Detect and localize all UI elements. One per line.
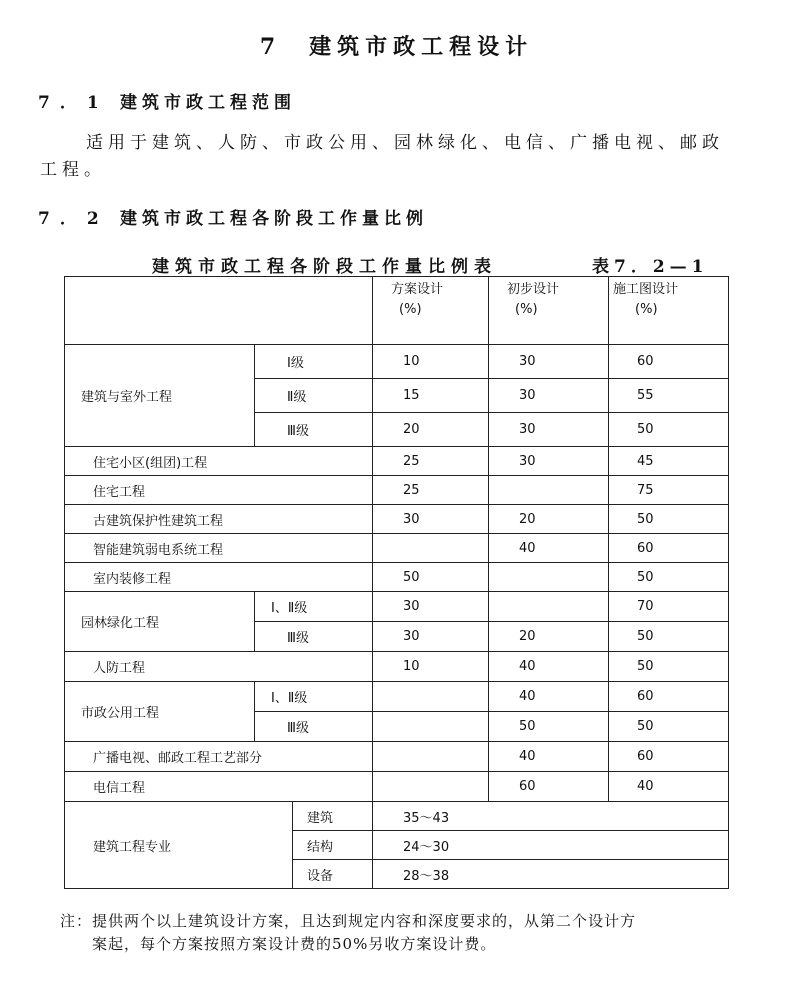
group-name: 园林绿化工程: [65, 592, 255, 652]
section-title: 建筑市政工程范围: [120, 93, 296, 113]
project-name: 人防工程: [65, 652, 373, 682]
scope-paragraph: 适用于建筑、人防、市政公用、园林绿化、电信、广播电视、邮政工程。: [40, 133, 724, 180]
table-number: 表7．2—1: [592, 257, 709, 277]
project-name: 室内装修工程: [65, 563, 373, 592]
workload-ratio-table: [64, 276, 729, 889]
discipline-range: 24～30: [373, 831, 729, 860]
scheme-value: 30: [373, 505, 489, 534]
footnote-line-1: 注：提供两个以上建筑设计方案，且达到规定内容和深度要求的，从第二个设计方: [60, 912, 637, 930]
chapter-title-text: 建筑市政工程设计: [309, 34, 534, 60]
table-row: [65, 802, 729, 831]
sub-grade: Ⅰ级: [255, 345, 373, 379]
construction-value: 50: [609, 622, 729, 652]
discipline-name: 建筑: [293, 802, 373, 831]
construction-value: 50: [609, 712, 729, 742]
section-7-2-heading: [38, 204, 428, 229]
table-header-row: [65, 277, 729, 345]
section-title: 建筑市政工程各阶段工作量比例: [120, 209, 428, 229]
sub-grade: Ⅲ级: [255, 413, 373, 447]
construction-value: 50: [609, 505, 729, 534]
prelim-value: 30: [489, 447, 609, 476]
section-7-1-body: [40, 130, 740, 184]
table-row: [65, 772, 729, 802]
sub-grade: Ⅰ、Ⅱ级: [255, 682, 373, 712]
header-construction: 施工图设计 (%): [609, 277, 729, 345]
chapter-title: [0, 30, 793, 61]
prelim-value: 30: [489, 413, 609, 447]
construction-value: 60: [609, 682, 729, 712]
group-name: 建筑与室外工程: [65, 345, 255, 447]
section-number: 7．2: [38, 209, 109, 229]
table-row: [65, 447, 729, 476]
prelim-value: 30: [489, 379, 609, 413]
scheme-value: [373, 682, 489, 712]
table-row: [65, 592, 729, 622]
table-row: [65, 505, 729, 534]
prelim-value: [489, 563, 609, 592]
table-row: [65, 476, 729, 505]
footnote: [60, 910, 740, 956]
scheme-value: 20: [373, 413, 489, 447]
project-name: 智能建筑弱电系统工程: [65, 534, 373, 563]
table-caption: 建筑市政工程各阶段工作量比例表: [152, 257, 497, 277]
specialty-name: 建筑工程专业: [65, 802, 293, 889]
scheme-value: 25: [373, 476, 489, 505]
header-prelim: 初步设计 (%): [489, 277, 609, 345]
prelim-value: 40: [489, 742, 609, 772]
scheme-value: 30: [373, 592, 489, 622]
sub-grade: Ⅰ、Ⅱ级: [255, 592, 373, 622]
scheme-value: 25: [373, 447, 489, 476]
table-row: [65, 652, 729, 682]
discipline-name: 设备: [293, 860, 373, 889]
chapter-number: 7: [259, 34, 282, 60]
sub-grade: Ⅱ级: [255, 379, 373, 413]
project-name: 古建筑保护性建筑工程: [65, 505, 373, 534]
scheme-value: 10: [373, 652, 489, 682]
table-row: [65, 742, 729, 772]
construction-value: 40: [609, 772, 729, 802]
prelim-value: 50: [489, 712, 609, 742]
scheme-value: 50: [373, 563, 489, 592]
discipline-range: 35～43: [373, 802, 729, 831]
scheme-value: 30: [373, 622, 489, 652]
prelim-value: [489, 476, 609, 505]
construction-value: 60: [609, 742, 729, 772]
header-blank-cell: [65, 277, 373, 345]
prelim-value: [489, 592, 609, 622]
scheme-value: [373, 742, 489, 772]
prelim-value: 40: [489, 682, 609, 712]
scheme-value: [373, 534, 489, 563]
prelim-value: 60: [489, 772, 609, 802]
discipline-name: 结构: [293, 831, 373, 860]
prelim-value: 20: [489, 505, 609, 534]
table-row: [65, 534, 729, 563]
prelim-value: 40: [489, 652, 609, 682]
prelim-value: 40: [489, 534, 609, 563]
scheme-value: [373, 712, 489, 742]
construction-value: 75: [609, 476, 729, 505]
table-row: [65, 345, 729, 379]
project-name: 住宅小区(组团)工程: [65, 447, 373, 476]
sub-grade: Ⅲ级: [255, 712, 373, 742]
sub-grade: Ⅲ级: [255, 622, 373, 652]
construction-value: 50: [609, 652, 729, 682]
construction-value: 55: [609, 379, 729, 413]
scheme-value: 15: [373, 379, 489, 413]
project-name: 广播电视、邮政工程工艺部分: [65, 742, 373, 772]
table-row: [65, 682, 729, 712]
prelim-value: 30: [489, 345, 609, 379]
section-number: 7．1: [38, 93, 109, 113]
scheme-value: [373, 772, 489, 802]
project-name: 电信工程: [65, 772, 373, 802]
discipline-range: 28～38: [373, 860, 729, 889]
group-name: 市政公用工程: [65, 682, 255, 742]
construction-value: 50: [609, 563, 729, 592]
footnote-line-2: 案起，每个方案按照方案设计费的50%另收方案设计费。: [92, 935, 497, 953]
construction-value: 50: [609, 413, 729, 447]
construction-value: 60: [609, 534, 729, 563]
section-7-1-heading: [38, 88, 296, 113]
construction-value: 60: [609, 345, 729, 379]
scheme-value: 10: [373, 345, 489, 379]
construction-value: 70: [609, 592, 729, 622]
construction-value: 45: [609, 447, 729, 476]
header-scheme: 方案设计 (%): [373, 277, 489, 345]
project-name: 住宅工程: [65, 476, 373, 505]
prelim-value: 20: [489, 622, 609, 652]
table-row: [65, 563, 729, 592]
